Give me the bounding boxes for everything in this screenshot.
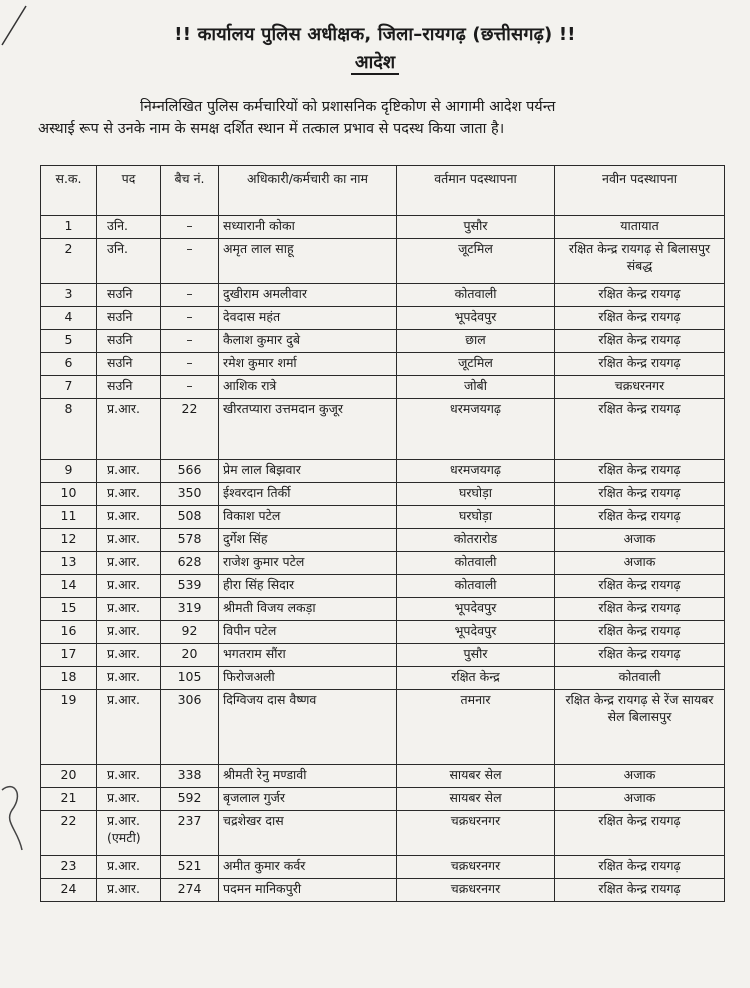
table-row	[41, 353, 725, 376]
new-posting-cell: यातायात	[555, 216, 725, 239]
new-posting-cell: चक्रधरनगर	[555, 376, 725, 399]
post-cell: प्र.आर.	[97, 879, 161, 902]
new-posting-cell: रक्षित केन्द्र रायगढ़	[555, 856, 725, 879]
serial-cell: 3	[41, 284, 97, 307]
table-row	[41, 856, 725, 879]
name-cell: श्रीमती विजय लकड़ा	[219, 598, 397, 621]
new-posting-cell: रक्षित केन्द्र रायगढ़	[555, 399, 725, 460]
current-posting-cell: घरघोड़ा	[397, 483, 555, 506]
badge-cell: 592	[161, 788, 219, 811]
table-row	[41, 552, 725, 575]
new-posting-cell: रक्षित केन्द्र रायगढ़	[555, 284, 725, 307]
current-posting-cell: पुसौर	[397, 644, 555, 667]
new-posting-cell: रक्षित केन्द्र रायगढ़ से बिलासपुर संबद्ध	[555, 239, 725, 284]
badge-cell: –	[161, 353, 219, 376]
new-posting-cell: रक्षित केन्द्र रायगढ़	[555, 506, 725, 529]
header-name: अधिकारी/कर्मचारी का नाम	[219, 166, 397, 216]
new-posting-cell: अजाक	[555, 788, 725, 811]
badge-cell: –	[161, 216, 219, 239]
name-cell: दुखीराम अमलीवार	[219, 284, 397, 307]
table-row	[41, 239, 725, 284]
order-heading: आदेश	[0, 50, 750, 74]
name-cell: राजेश कुमार पटेल	[219, 552, 397, 575]
name-cell: हीरा सिंह सिदार	[219, 575, 397, 598]
badge-cell: 274	[161, 879, 219, 902]
badge-cell: 578	[161, 529, 219, 552]
serial-cell: 17	[41, 644, 97, 667]
name-cell: अमीत कुमार कर्वर	[219, 856, 397, 879]
post-cell: प्र.आर.	[97, 529, 161, 552]
new-posting-cell: कोतवाली	[555, 667, 725, 690]
current-posting-cell: कोतवाली	[397, 284, 555, 307]
post-cell: प्र.आर.	[97, 552, 161, 575]
post-cell: प्र.आर.	[97, 506, 161, 529]
post-cell: प्र.आर. (एमटी)	[97, 811, 161, 856]
new-posting-cell: रक्षित केन्द्र रायगढ़	[555, 644, 725, 667]
post-cell: प्र.आर.	[97, 765, 161, 788]
name-cell: अमृत लाल साहू	[219, 239, 397, 284]
new-posting-cell: रक्षित केन्द्र रायगढ़	[555, 879, 725, 902]
table-row	[41, 811, 725, 856]
post-cell: उनि.	[97, 239, 161, 284]
name-cell: पदमन मानिकपुरी	[219, 879, 397, 902]
table-row	[41, 460, 725, 483]
new-posting-cell: रक्षित केन्द्र रायगढ़	[555, 621, 725, 644]
badge-cell: –	[161, 239, 219, 284]
serial-cell: 5	[41, 330, 97, 353]
post-cell: प्र.आर.	[97, 483, 161, 506]
current-posting-cell: जूटमिल	[397, 239, 555, 284]
serial-cell: 1	[41, 216, 97, 239]
current-posting-cell: कोतवाली	[397, 552, 555, 575]
current-posting-cell: छाल	[397, 330, 555, 353]
serial-cell: 24	[41, 879, 97, 902]
serial-cell: 19	[41, 690, 97, 765]
name-cell: चद्रशेखर दास	[219, 811, 397, 856]
name-cell: विकाश पटेल	[219, 506, 397, 529]
header-current-posting: वर्तमान पदस्थापना	[397, 166, 555, 216]
badge-cell: 92	[161, 621, 219, 644]
badge-cell: 319	[161, 598, 219, 621]
serial-cell: 11	[41, 506, 97, 529]
new-posting-cell: रक्षित केन्द्र रायगढ़	[555, 575, 725, 598]
badge-cell: 20	[161, 644, 219, 667]
current-posting-cell: धरमजयगढ़	[397, 399, 555, 460]
new-posting-cell: रक्षित केन्द्र रायगढ़	[555, 330, 725, 353]
badge-cell: 566	[161, 460, 219, 483]
office-title: !! कार्यालय पुलिस अधीक्षक, जिला–रायगढ़ (छत्तीसगढ़) !!	[174, 24, 576, 45]
name-cell: रमेश कुमार शर्मा	[219, 353, 397, 376]
badge-cell: –	[161, 307, 219, 330]
badge-cell: 105	[161, 667, 219, 690]
post-cell: प्र.आर.	[97, 598, 161, 621]
name-cell: सध्यारानी कोका	[219, 216, 397, 239]
name-cell: कैलाश कुमार दुबे	[219, 330, 397, 353]
table-row	[41, 399, 725, 460]
post-cell: सउनि	[97, 307, 161, 330]
current-posting-cell: चक्रधरनगर	[397, 856, 555, 879]
post-cell: प्र.आर.	[97, 667, 161, 690]
badge-cell: 306	[161, 690, 219, 765]
name-cell: आशिक रात्रे	[219, 376, 397, 399]
margin-scribble-icon	[0, 760, 30, 870]
table-row	[41, 690, 725, 765]
table-row	[41, 376, 725, 399]
table-row	[41, 506, 725, 529]
badge-cell: 628	[161, 552, 219, 575]
intro-line-2: अस्थाई रूप से उनके नाम के समक्ष दर्शित स्थान में तत्काल प्रभाव से पदस्थ किया जाता है।	[38, 121, 505, 137]
badge-cell: –	[161, 330, 219, 353]
new-posting-cell: रक्षित केन्द्र रायगढ़	[555, 811, 725, 856]
current-posting-cell: कोतवाली	[397, 575, 555, 598]
table-row	[41, 879, 725, 902]
table-row	[41, 667, 725, 690]
name-cell: ईश्वरदान तिर्की	[219, 483, 397, 506]
serial-cell: 22	[41, 811, 97, 856]
badge-cell: 539	[161, 575, 219, 598]
new-posting-cell: अजाक	[555, 552, 725, 575]
serial-cell: 4	[41, 307, 97, 330]
post-cell: प्र.आर.	[97, 690, 161, 765]
table-row	[41, 644, 725, 667]
new-posting-cell: रक्षित केन्द्र रायगढ़ से रेंज सायबर सेल बिलासपुर	[555, 690, 725, 765]
name-cell: दिग्विजय दास वैष्णव	[219, 690, 397, 765]
header-badge: बैच नं.	[161, 166, 219, 216]
table-row	[41, 575, 725, 598]
post-cell: प्र.आर.	[97, 788, 161, 811]
table-row	[41, 788, 725, 811]
serial-cell: 21	[41, 788, 97, 811]
badge-cell: 338	[161, 765, 219, 788]
name-cell: खीरतप्यारा उत्तमदान कुजूर	[219, 399, 397, 460]
serial-cell: 12	[41, 529, 97, 552]
header-post: पद	[97, 166, 161, 216]
current-posting-cell: रक्षित केन्द्र	[397, 667, 555, 690]
current-posting-cell: तमनार	[397, 690, 555, 765]
serial-cell: 2	[41, 239, 97, 284]
new-posting-cell: अजाक	[555, 765, 725, 788]
post-cell: प्र.आर.	[97, 644, 161, 667]
serial-cell: 7	[41, 376, 97, 399]
current-posting-cell: धरमजयगढ़	[397, 460, 555, 483]
table-row	[41, 284, 725, 307]
post-cell: प्र.आर.	[97, 621, 161, 644]
post-cell: प्र.आर.	[97, 575, 161, 598]
current-posting-cell: भूपदेवपुर	[397, 598, 555, 621]
name-cell: श्रीमती रेनु मण्डावी	[219, 765, 397, 788]
current-posting-cell: सायबर सेल	[397, 788, 555, 811]
serial-cell: 20	[41, 765, 97, 788]
badge-cell: –	[161, 284, 219, 307]
name-cell: भगतराम सौंरा	[219, 644, 397, 667]
current-posting-cell: जूटमिल	[397, 353, 555, 376]
badge-cell: 508	[161, 506, 219, 529]
serial-cell: 6	[41, 353, 97, 376]
current-posting-cell: घरघोड़ा	[397, 506, 555, 529]
new-posting-cell: रक्षित केन्द्र रायगढ़	[555, 483, 725, 506]
header-serial: स.क.	[41, 166, 97, 216]
name-cell: दुर्गेश सिंह	[219, 529, 397, 552]
post-cell: प्र.आर.	[97, 460, 161, 483]
new-posting-cell: रक्षित केन्द्र रायगढ़	[555, 460, 725, 483]
table-row	[41, 307, 725, 330]
transfer-table	[40, 165, 725, 902]
current-posting-cell: कोतरारोड	[397, 529, 555, 552]
table-header-row	[41, 166, 725, 216]
post-cell: सउनि	[97, 330, 161, 353]
post-cell: सउनि	[97, 353, 161, 376]
post-cell: प्र.आर.	[97, 856, 161, 879]
current-posting-cell: सायबर सेल	[397, 765, 555, 788]
serial-cell: 23	[41, 856, 97, 879]
current-posting-cell: जोबी	[397, 376, 555, 399]
name-cell: बृजलाल गुर्जर	[219, 788, 397, 811]
name-cell: फिरोजअली	[219, 667, 397, 690]
badge-cell: 521	[161, 856, 219, 879]
serial-cell: 15	[41, 598, 97, 621]
intro-line-1: निम्नलिखित पुलिस कर्मचारियों को प्रशासनिक दृष्टिकोण से आगामी आदेश पर्यन्त	[140, 99, 556, 115]
new-posting-cell: रक्षित केन्द्र रायगढ़	[555, 598, 725, 621]
table-row	[41, 621, 725, 644]
badge-cell: 22	[161, 399, 219, 460]
serial-cell: 10	[41, 483, 97, 506]
post-cell: सउनि	[97, 284, 161, 307]
serial-cell: 13	[41, 552, 97, 575]
table-row	[41, 765, 725, 788]
table-row	[41, 330, 725, 353]
table-row	[41, 529, 725, 552]
serial-cell: 8	[41, 399, 97, 460]
badge-cell: 350	[161, 483, 219, 506]
current-posting-cell: चक्रधरनगर	[397, 811, 555, 856]
new-posting-cell: रक्षित केन्द्र रायगढ़	[555, 353, 725, 376]
serial-cell: 14	[41, 575, 97, 598]
current-posting-cell: चक्रधरनगर	[397, 879, 555, 902]
table-row	[41, 598, 725, 621]
current-posting-cell: पुसौर	[397, 216, 555, 239]
serial-cell: 16	[41, 621, 97, 644]
current-posting-cell: भूपदेवपुर	[397, 307, 555, 330]
name-cell: प्रेम लाल बिझवार	[219, 460, 397, 483]
current-posting-cell: भूपदेवपुर	[397, 621, 555, 644]
post-cell: उनि.	[97, 216, 161, 239]
table-row	[41, 216, 725, 239]
post-cell: सउनि	[97, 376, 161, 399]
table-row	[41, 483, 725, 506]
serial-cell: 18	[41, 667, 97, 690]
name-cell: देवदास महंत	[219, 307, 397, 330]
badge-cell: 237	[161, 811, 219, 856]
post-cell: प्र.आर.	[97, 399, 161, 460]
new-posting-cell: अजाक	[555, 529, 725, 552]
name-cell: विपीन पटेल	[219, 621, 397, 644]
serial-cell: 9	[41, 460, 97, 483]
header-new-posting: नवीन पदस्थापना	[555, 166, 725, 216]
new-posting-cell: रक्षित केन्द्र रायगढ़	[555, 307, 725, 330]
badge-cell: –	[161, 376, 219, 399]
